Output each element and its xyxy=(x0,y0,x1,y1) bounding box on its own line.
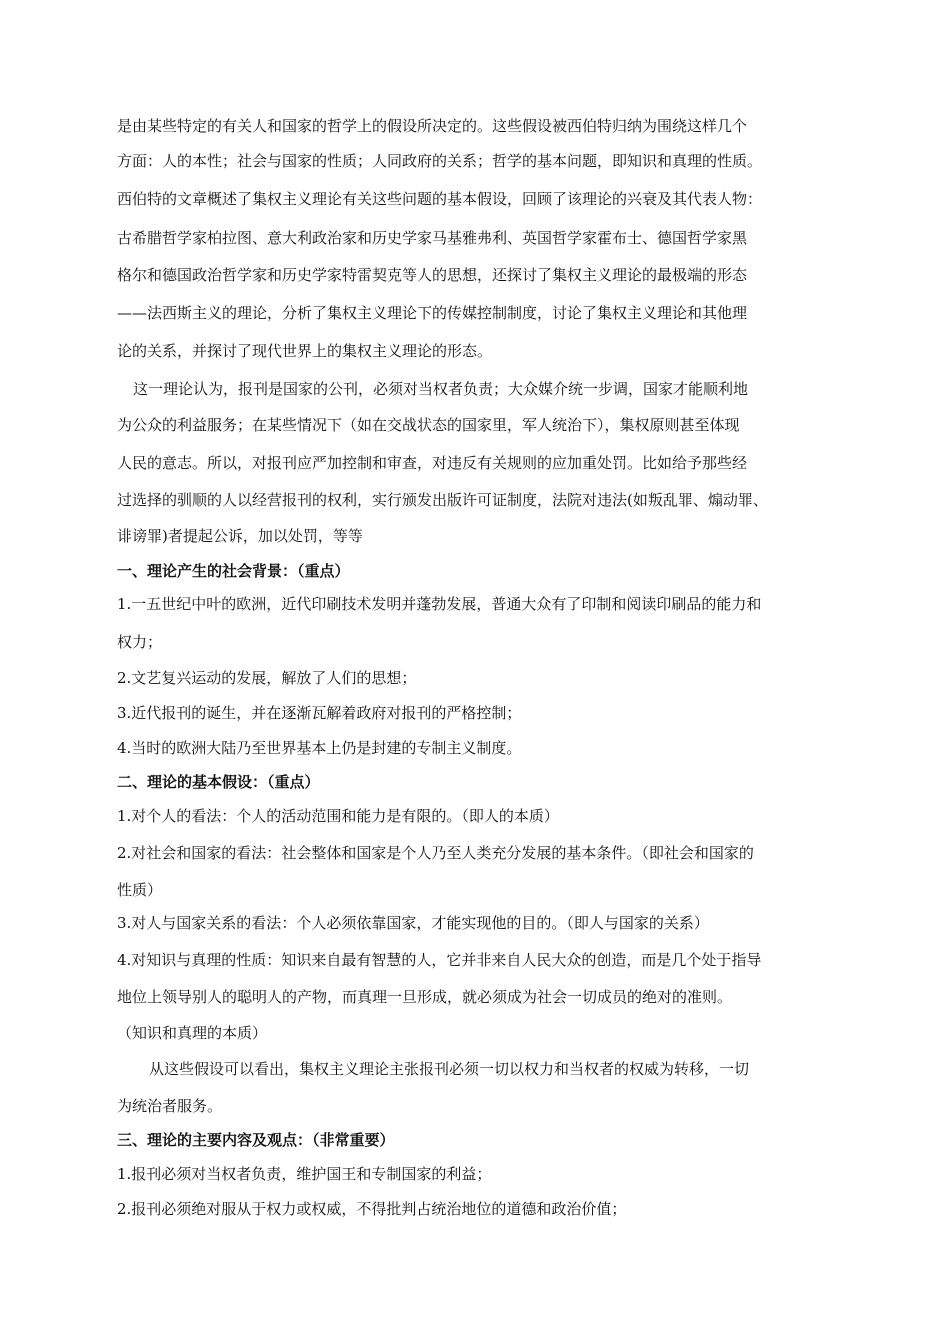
paragraph-line: 这一理论认为，报刊是国家的公刊，必须对当权者负责；大众媒介统一步调，国家才能顺利地 xyxy=(133,380,749,398)
list-item: 1.一五世纪中叶的欧洲，近代印刷技术发明并蓬勃发展，普通大众有了印制和阅读印刷品的能力和 xyxy=(117,595,762,613)
paragraph-line: 古希腊哲学家柏拉图、意大利政治家和历史学家马基雅弗利、英国哲学家霍布士、德国哲学家黑 xyxy=(117,229,748,247)
section-heading: 二、理论的基本假设：（重点） xyxy=(117,773,320,791)
list-item-continuation: 权力； xyxy=(117,633,163,651)
paragraph-line: ——法西斯主义的理论，分析了集权主义理论下的传媒控制制度，讨论了集权主义理论和其他理 xyxy=(117,304,748,322)
paragraph-line: 诽谤罪)者提起公诉，加以处罚，等等 xyxy=(117,527,363,545)
paragraph-line: 从这些假设可以看出，集权主义理论主张报刊必须一切以权力和当权者的权威为转移，一切 xyxy=(149,1060,750,1078)
section-heading: 三、理论的主要内容及观点：（非常重要） xyxy=(117,1131,395,1149)
list-item-continuation: 地位上领导别人的聪明人的产物，而真理一旦形成，就必须成为社会一切成员的绝对的准则。 xyxy=(117,988,733,1006)
paragraph-line: 人民的意志。所以，对报刊应严加控制和审查，对违反有关规则的应加重处罚。比如给予那些经 xyxy=(117,454,748,472)
list-item-continuation: 性质） xyxy=(117,881,163,899)
paragraph-line: 西伯特的文章概述了集权主义理论有关这些问题的基本假设，回顾了该理论的兴衰及其代表人物： xyxy=(117,190,763,208)
list-item-continuation: （知识和真理的本质） xyxy=(117,1024,268,1042)
list-item: 3.近代报刊的诞生，并在逐渐瓦解着政府对报刊的严格控制； xyxy=(117,704,522,722)
paragraph-line: 过选择的驯顺的人以经营报刊的权利，实行颁发出版许可证制度，法院对违法(如叛乱罪、煽动罪、 xyxy=(117,491,768,509)
paragraph-line: 方面：人的本性；社会与国家的性质；人同政府的关系；哲学的基本问题，即知识和真理的性质。 xyxy=(117,152,763,170)
paragraph-line: 论的关系，并探讨了现代世界上的集权主义理论的形态。 xyxy=(117,342,493,360)
list-item: 4.对知识与真理的性质：知识来自最有智慧的人，它并非来自人民大众的创造，而是几个处于指导 xyxy=(117,951,762,969)
section-heading: 一、理论产生的社会背景：（重点） xyxy=(117,562,350,580)
list-item: 1.对个人的看法：个人的活动范围和能力是有限的。（即人的本质） xyxy=(117,807,559,825)
list-item: 1.报刊必须对当权者负责，维护国王和专制国家的利益； xyxy=(117,1165,492,1183)
list-item: 2.对社会和国家的看法：社会整体和国家是个人乃至人类充分发展的基本条件。（即社会和国家的 xyxy=(117,844,754,862)
list-item: 2.文艺复兴运动的发展，解放了人们的思想； xyxy=(117,669,417,687)
list-item: 4.当时的欧洲大陆乃至世界基本上仍是封建的专制主义制度。 xyxy=(117,739,522,757)
list-item: 2.报刊必须绝对服从于权力或权威，不得批判占统治地位的道德和政治价值； xyxy=(117,1200,627,1218)
paragraph-line: 为公众的利益服务；在某些情况下（如在交战状态的国家里，军人统治下），集权原则甚至体现 xyxy=(117,416,740,434)
paragraph-line: 格尔和德国政治哲学家和历史学家特雷契克等人的思想，还探讨了集权主义理论的最极端的形态 xyxy=(117,266,748,284)
list-item: 3.对人与国家关系的看法：个人必须依靠国家，才能实现他的目的。（即人与国家的关系） xyxy=(117,914,709,932)
paragraph-line: 是由某些特定的有关人和国家的哲学上的假设所决定的。这些假设被西伯特归纳为围绕这样几个 xyxy=(117,117,748,135)
paragraph-line: 为统治者服务。 xyxy=(117,1097,223,1115)
